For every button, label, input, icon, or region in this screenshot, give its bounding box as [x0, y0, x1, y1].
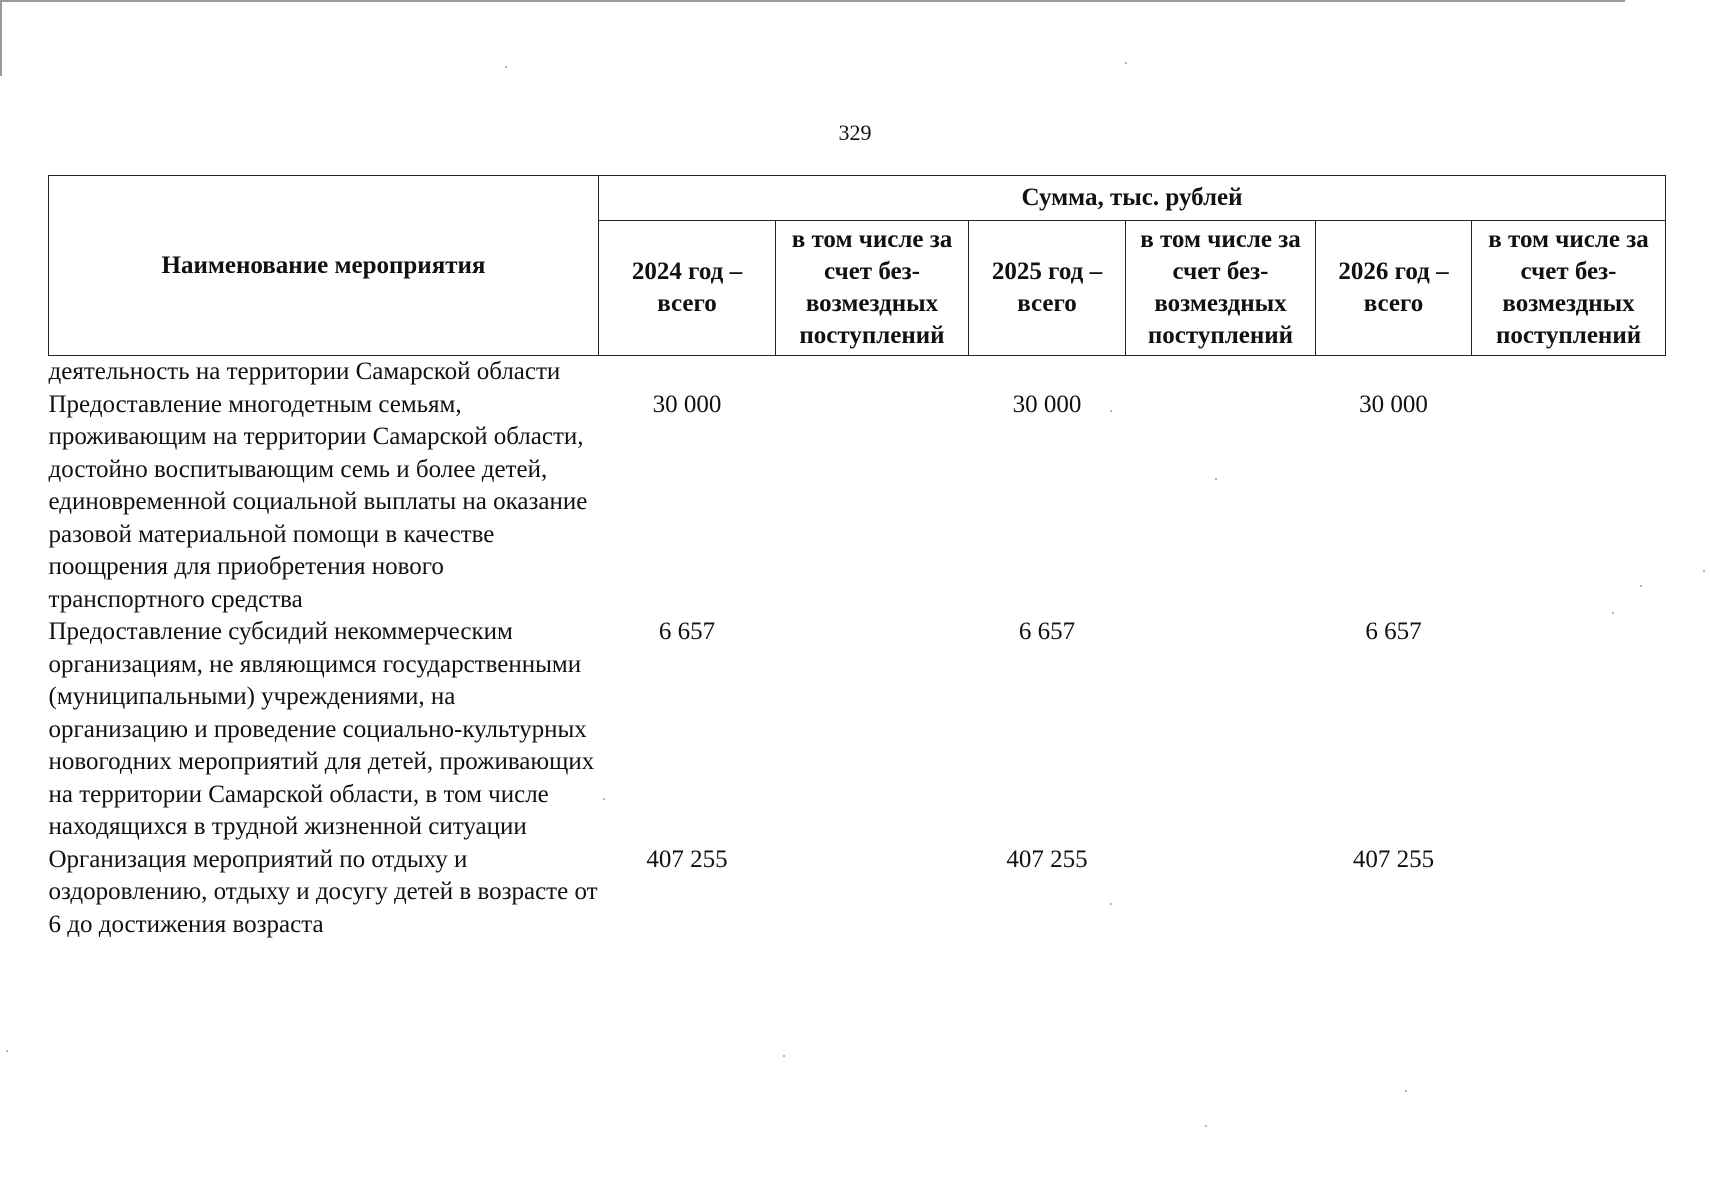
budget-table: [48, 175, 1666, 941]
value-2025-total: 407 255: [1006, 845, 1088, 873]
scan-speck: [505, 66, 507, 68]
table-row: [49, 389, 1666, 617]
row-name: деятельность на территории Самарской области: [48, 358, 561, 385]
value-2026-total: [1316, 356, 1472, 389]
value-2026-grants: [1472, 616, 1666, 844]
value-2024-total: 6 657: [658, 618, 716, 645]
value-2024-total: 30 000: [652, 390, 722, 418]
value-2025-grants: [1126, 356, 1316, 389]
header-2026-grants: в том числе за счет без-возмездных поступлений: [1472, 221, 1666, 356]
value-2025-grants: [1126, 389, 1316, 617]
scan-speck: [6, 1050, 8, 1052]
value-2025-total: 30 000: [1012, 390, 1082, 418]
value-2024-total: [599, 356, 776, 389]
scan-speck: [1612, 612, 1614, 614]
scan-speck: [603, 798, 605, 800]
scan-speck: [1110, 410, 1112, 412]
page-number: 329: [838, 120, 872, 145]
scan-speck: [1125, 62, 1127, 64]
row-name: Организация мероприятий по отдыху и оздоровлению, отдыху и досугу детей в возрасте от 6 до достижения возраста: [48, 845, 598, 938]
scan-speck: [1110, 903, 1112, 905]
scan-top-border: [0, 0, 1625, 2]
value-2025-grants: [1126, 844, 1316, 942]
scan-speck: [1640, 585, 1642, 587]
header-2025-total: 2025 год – всего: [969, 221, 1126, 356]
table-row: [49, 356, 1666, 389]
value-2024-grants: [776, 389, 969, 617]
scan-speck: [1205, 1125, 1207, 1127]
header-2026-total: 2026 год – всего: [1316, 221, 1472, 356]
scan-speck: [1215, 478, 1217, 480]
value-2026-grants: [1472, 389, 1666, 617]
value-2024-grants: [776, 844, 969, 942]
header-2024-total: 2024 год – всего: [599, 221, 776, 356]
value-2025-total: [969, 356, 1126, 389]
header-2025-grants: в том числе за счет без-возмездных поступлений: [1126, 221, 1316, 356]
scan-speck: [783, 1055, 785, 1057]
header-row-top: [49, 176, 1666, 221]
value-2025-total: 6 657: [1018, 618, 1076, 645]
row-name: Предоставление многодетным семьям, проживающим на территории Самарской области, достойно воспитывающим семь и более детей, единовременной социальной выплаты на оказание разовой материальной помощи в качестве поощрения для приобретения нового транспортного средства: [48, 390, 588, 613]
scan-left-border: [0, 0, 2, 76]
value-2026-total: 6 657: [1365, 618, 1422, 645]
row-name: Предоставление субсидий некоммерческим организациям, не являющимся государственными (муниципальными) учреждениями, на организацию и проведение социально-культурных новогодних мероприятий для детей, проживающих на территории Самарской области, в том числе находящихся в трудной жизненной ситуации: [48, 618, 595, 840]
scan-speck: [1405, 1090, 1407, 1092]
value-2024-grants: [776, 356, 969, 389]
value-2024-total: 407 255: [646, 845, 728, 873]
value-2026-grants: [1472, 356, 1666, 389]
value-2025-grants: [1126, 616, 1316, 844]
value-2026-total: 30 000: [1359, 390, 1428, 418]
table-row: [49, 844, 1666, 942]
header-2024-grants: в том числе за счет без-возмездных поступлений: [776, 221, 969, 356]
scan-speck: [1703, 570, 1705, 572]
value-2026-total: 407 255: [1352, 845, 1435, 873]
header-name-column: Наименование мероприятия: [49, 176, 599, 356]
value-2026-grants: [1472, 844, 1666, 942]
header-sum-group: Сумма, тыс. рублей: [599, 176, 1666, 221]
value-2024-grants: [776, 616, 969, 844]
table-row: [49, 616, 1666, 844]
